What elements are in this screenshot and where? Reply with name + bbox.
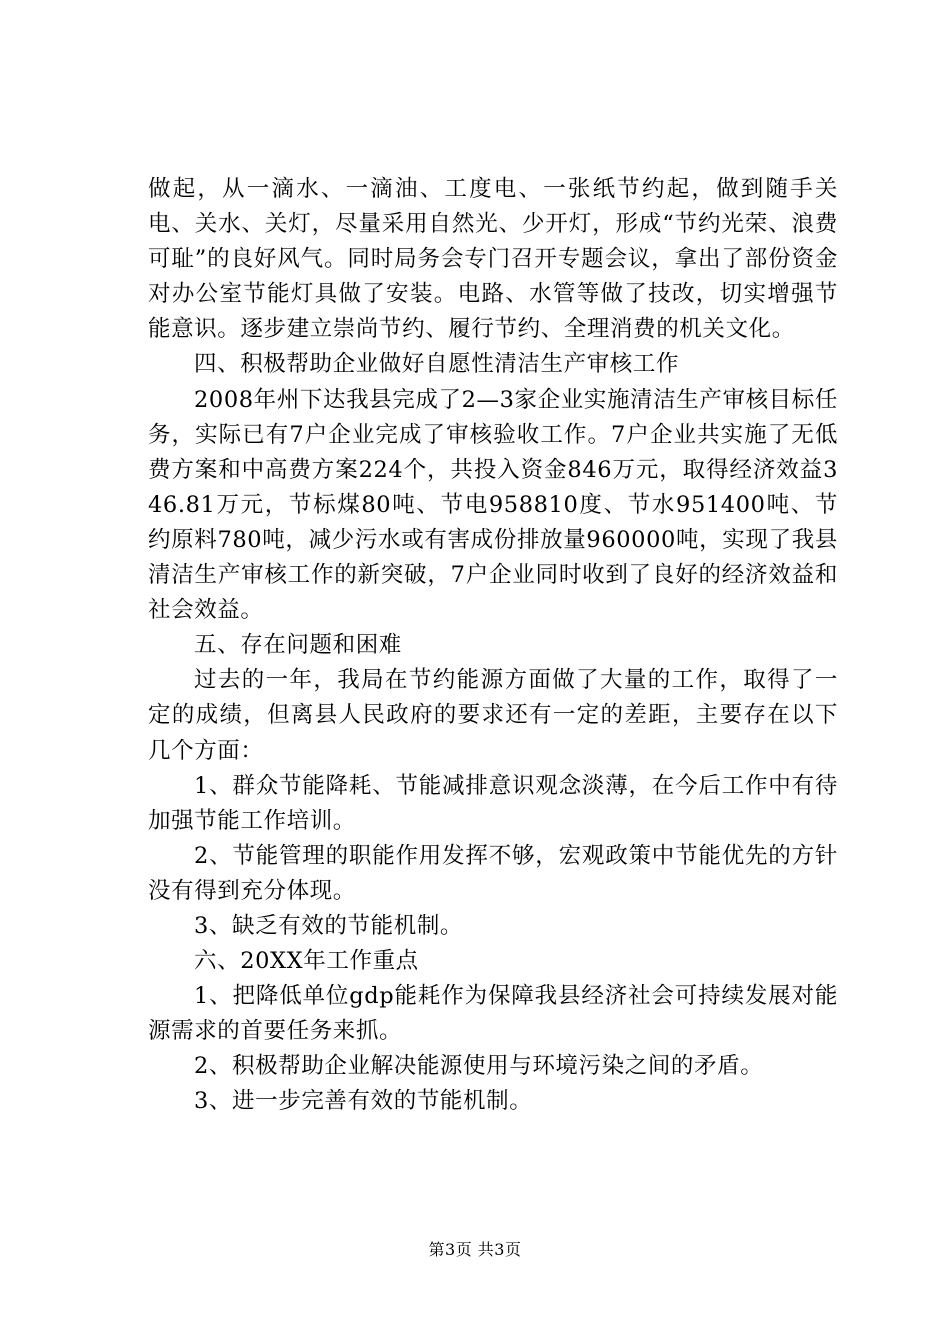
section-heading-6: 六、20XX年工作重点 <box>194 948 419 975</box>
paragraph-continuation: 做起，从一滴水、一滴油、工度电、一张纸节约起，做到随手关电、关水、关灯，尽量采用自然光、少开灯，形成“节约光荣、浪费可耻”的良好风气。同时局务会专门召开专题会议，拿出了部份资金对办公室节能灯具做了安装。电路、水管等做了技改，切实增强节能意识。逐步建立崇尚节约、履行节约、全理消费的机关文化。 <box>148 176 838 343</box>
section-heading-5: 五、存在问题和困难 <box>194 632 402 659</box>
list-item-problem-3: 3、缺乏有效的节能机制。 <box>194 912 464 939</box>
list-item-priority-2: 2、积极帮助企业解决能源使用与环境污染之间的矛盾。 <box>194 1053 764 1080</box>
list-item-priority-3: 3、进一步完善有效的节能机制。 <box>194 1088 533 1115</box>
paragraph-audit-results: 2008年州下达我县完成了2—3家企业实施清洁生产审核目标任务，实际已有7户企业完成了审核验收工作。7户企业共实施了无低费方案和中高费方案224个，共投入资金846万元，取得经济效益346.81万元，节标煤80吨、节电958810度、节水951400吨、节约原料780吨，减少污水或有害成份排放量960000吨，实现了我县清洁生产审核工作的新突破，7户企业同时收到了良好的经济效益和社会效益。 <box>148 386 838 624</box>
list-item-problem-2: 2、节能管理的职能作用发挥不够，宏观政策中节能优先的方针没有得到充分体现。 <box>148 842 838 904</box>
page-number-footer: 第3页 共3页 <box>428 1240 522 1259</box>
list-item-priority-1: 1、把降低单位gdp能耗作为保障我县经济社会可持续发展对能源需求的首要任务来抓。 <box>148 983 838 1045</box>
paragraph-problems-intro: 过去的一年，我局在节约能源方面做了大量的工作，取得了一定的成绩，但离县人民政府的要求还有一定的差距，主要存在以下几个方面： <box>148 667 838 764</box>
document-body <box>148 172 838 1120</box>
section-heading-4: 四、积极帮助企业做好自愿性清洁生产审核工作 <box>194 351 680 378</box>
list-item-problem-1: 1、群众节能降耗、节能减排意识观念淡薄，在今后工作中有待加强节能工作培训。 <box>148 772 838 834</box>
